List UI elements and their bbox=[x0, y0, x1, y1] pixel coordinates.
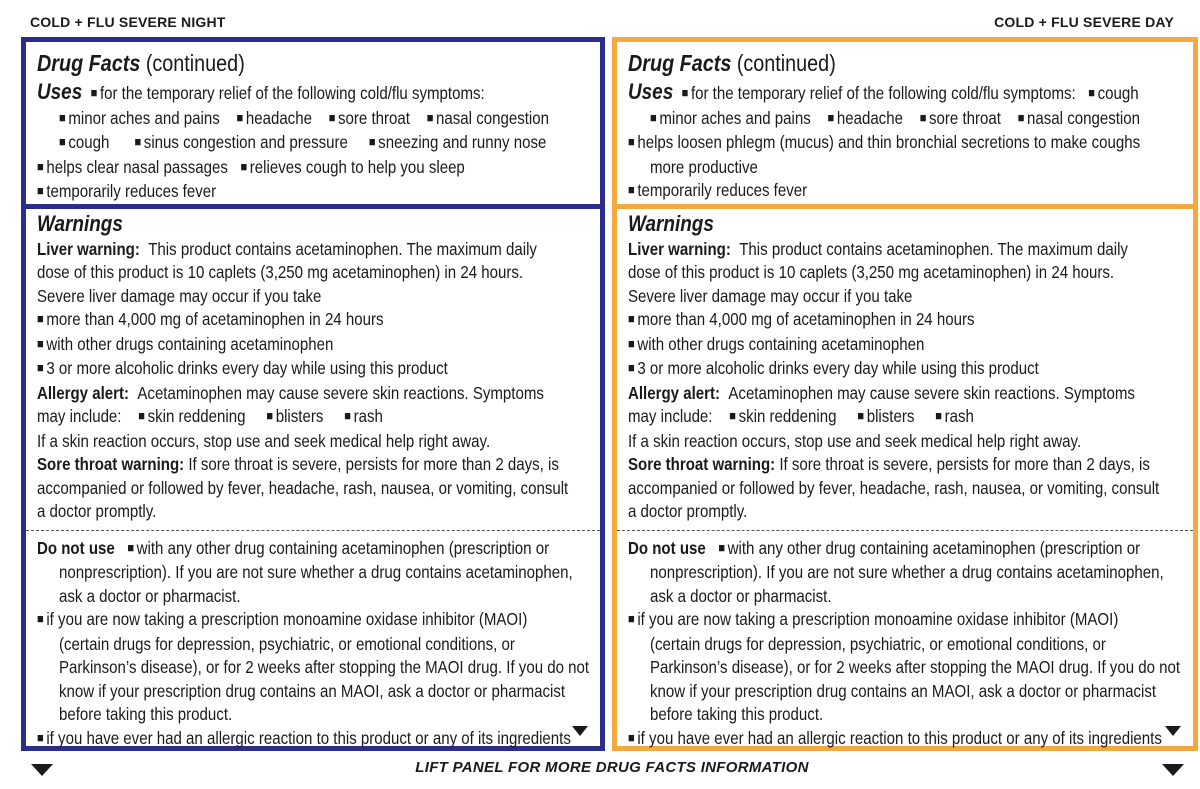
night-uses-intro: for the temporary relief of the following cold/flu symptoms: bbox=[99, 83, 485, 103]
square-bullet-icon: ■ bbox=[127, 539, 135, 555]
day-liver-text: dose of this product is 10 caplets (3,250 mg acetaminophen) in 24 hours. bbox=[628, 262, 1115, 282]
night-liver-bullet: 3 or more alcoholic drinks every day while using this product bbox=[46, 358, 448, 378]
day-use-item: sore throat bbox=[929, 107, 1001, 128]
square-bullet-icon: ■ bbox=[59, 109, 66, 125]
square-bullet-icon: ■ bbox=[344, 408, 352, 423]
day-allergy-item: blisters bbox=[866, 406, 915, 426]
day-drug-facts-panel bbox=[612, 37, 1198, 751]
day-allergy-label: Allergy alert: bbox=[628, 382, 721, 403]
day-use-fever: temporarily reduces fever bbox=[637, 180, 808, 200]
square-bullet-icon: ■ bbox=[628, 311, 635, 326]
night-dnu-text: with any other drug containing acetaminophen (prescription or bbox=[136, 537, 550, 558]
night-dnu-label: Do not use bbox=[37, 537, 115, 558]
square-bullet-icon: ■ bbox=[37, 729, 44, 745]
day-sore-label: Sore throat warning: bbox=[628, 454, 776, 474]
day-use-item: cough bbox=[1097, 83, 1139, 103]
night-title-bold: Drug Facts bbox=[37, 50, 141, 76]
night-use-item: temporarily reduces fever bbox=[46, 181, 217, 201]
night-allergy-item: blisters bbox=[275, 406, 324, 426]
day-uses-heading: Uses bbox=[628, 79, 674, 104]
night-sore-text: a doctor promptly. bbox=[37, 501, 157, 521]
night-dnu-text: ask a doctor or pharmacist. bbox=[59, 585, 241, 606]
square-bullet-icon: ■ bbox=[718, 539, 726, 555]
day-maoi-text: Parkinson’s disease), or for 2 weeks after stopping the MAOI drug. If you do not bbox=[650, 657, 1181, 677]
night-maoi-text: Parkinson’s disease), or for 2 weeks after stopping the MAOI drug. If you do not bbox=[59, 657, 590, 677]
night-use-item: sneezing and runny nose bbox=[378, 132, 547, 152]
night-uses-heading: Uses bbox=[37, 79, 83, 104]
night-maoi-text: know if your prescription drug contains an MAOI, ask a doctor or pharmacist bbox=[59, 680, 566, 701]
night-warnings-heading: Warnings bbox=[37, 211, 123, 236]
night-liver-bullet: more than 4,000 mg of acetaminophen in 24 hours bbox=[46, 309, 384, 329]
night-liver-text: This product contains acetaminophen. The maximum daily bbox=[148, 238, 537, 259]
square-bullet-icon: ■ bbox=[236, 109, 244, 125]
day-allergy-item: skin reddening bbox=[738, 406, 837, 426]
day-maoi-text: before taking this product. bbox=[650, 704, 824, 724]
night-allergy-text: Acetaminophen may cause severe skin reactions. Symptoms bbox=[137, 382, 544, 403]
night-drug-facts-panel bbox=[21, 37, 605, 751]
night-liver-text: dose of this product is 10 caplets (3,250 mg acetaminophen) in 24 hours. bbox=[37, 262, 524, 282]
square-bullet-icon: ■ bbox=[628, 134, 635, 149]
night-use-item: helps clear nasal passages bbox=[46, 156, 228, 177]
day-liver-label: Liver warning: bbox=[628, 238, 731, 259]
night-sore-text: If sore throat is severe, persists for more than 2 days, is bbox=[188, 454, 559, 474]
night-maoi-text: (certain drugs for depression, psychiatric, or emotional conditions, or bbox=[59, 633, 515, 654]
day-dashed-divider bbox=[617, 530, 1193, 531]
square-bullet-icon: ■ bbox=[628, 729, 635, 745]
square-bullet-icon: ■ bbox=[628, 611, 635, 626]
square-bullet-icon: ■ bbox=[628, 360, 635, 375]
night-section-divider bbox=[26, 204, 600, 209]
down-triangle-icon bbox=[1165, 726, 1181, 736]
day-maoi-text: (certain drugs for depression, psychiatric, or emotional conditions, or bbox=[650, 633, 1106, 654]
day-liver-text: Severe liver damage may occur if you take bbox=[628, 285, 913, 306]
square-bullet-icon: ■ bbox=[650, 109, 657, 125]
night-uses-section bbox=[37, 46, 592, 205]
night-liver-bullet: with other drugs containing acetaminophen bbox=[46, 333, 334, 354]
square-bullet-icon: ■ bbox=[37, 335, 44, 351]
night-liver-label: Liver warning: bbox=[37, 238, 140, 259]
night-sore-text: accompanied or followed by fever, headache, rash, nausea, or vomiting, consult bbox=[37, 477, 569, 498]
square-bullet-icon: ■ bbox=[681, 85, 689, 100]
square-bullet-icon: ■ bbox=[37, 311, 44, 326]
square-bullet-icon: ■ bbox=[628, 335, 635, 351]
night-warnings-section bbox=[37, 212, 592, 751]
square-bullet-icon: ■ bbox=[266, 408, 274, 423]
day-liver-bullet: with other drugs containing acetaminophen bbox=[637, 333, 925, 354]
day-uses-section bbox=[628, 46, 1185, 204]
day-liver-text: This product contains acetaminophen. The maximum daily bbox=[739, 238, 1128, 259]
night-allergy-item: skin reddening bbox=[147, 406, 246, 426]
square-bullet-icon: ■ bbox=[426, 109, 434, 125]
day-allergy-text: Acetaminophen may cause severe skin reactions. Symptoms bbox=[728, 382, 1135, 403]
night-maoi-text: if you are now taking a prescription monoamine oxidase inhibitor (MAOI) bbox=[46, 609, 528, 629]
day-allergy-text: may include: bbox=[628, 406, 713, 426]
night-use-item: cough bbox=[68, 132, 110, 152]
night-allergy-text: If a skin reaction occurs, stop use and seek medical help right away. bbox=[37, 430, 491, 451]
square-bullet-icon: ■ bbox=[827, 109, 835, 125]
square-bullet-icon: ■ bbox=[729, 408, 736, 423]
square-bullet-icon: ■ bbox=[37, 611, 44, 626]
day-use-item: nasal congestion bbox=[1027, 107, 1141, 128]
day-use-item: headache bbox=[836, 107, 903, 128]
day-uses-intro: for the temporary relief of the following cold/flu symptoms: bbox=[690, 83, 1076, 103]
day-sore-text: accompanied or followed by fever, headache, rash, nausea, or vomiting, consult bbox=[628, 477, 1160, 498]
night-product-label: COLD + FLU SEVERE NIGHT bbox=[30, 14, 226, 30]
night-allergy-text: may include: bbox=[37, 406, 122, 426]
square-bullet-icon: ■ bbox=[37, 158, 44, 174]
day-maoi-text: if you are now taking a prescription monoamine oxidase inhibitor (MAOI) bbox=[637, 609, 1119, 629]
day-warnings-section bbox=[628, 212, 1185, 751]
square-bullet-icon: ■ bbox=[857, 408, 865, 423]
day-dnu-text: nonprescription). If you are not sure whether a drug contains acetaminophen, bbox=[650, 562, 1164, 582]
square-bullet-icon: ■ bbox=[59, 134, 66, 149]
night-use-item: sinus congestion and pressure bbox=[143, 132, 348, 152]
square-bullet-icon: ■ bbox=[1088, 85, 1096, 100]
day-liver-bullet: 3 or more alcoholic drinks every day while using this product bbox=[637, 358, 1039, 378]
day-sore-text: a doctor promptly. bbox=[628, 501, 748, 521]
square-bullet-icon: ■ bbox=[240, 158, 248, 174]
day-use-item: minor aches and pains bbox=[659, 107, 811, 128]
day-title-rest: (continued) bbox=[731, 50, 836, 76]
day-maoi-text: know if your prescription drug contains an MAOI, ask a doctor or pharmacist bbox=[650, 680, 1157, 701]
square-bullet-icon: ■ bbox=[138, 408, 145, 423]
day-dnu-label: Do not use bbox=[628, 537, 706, 558]
day-warnings-heading: Warnings bbox=[628, 211, 714, 236]
night-maoi-text: before taking this product. bbox=[59, 704, 233, 724]
night-sore-label: Sore throat warning: bbox=[37, 454, 185, 474]
night-allergic-reaction: if you have ever had an allergic reaction to this product or any of its ingredients bbox=[46, 727, 571, 748]
night-dashed-divider bbox=[26, 530, 600, 531]
down-triangle-icon bbox=[1162, 764, 1184, 776]
night-use-item: sore throat bbox=[338, 107, 410, 128]
day-allergy-text: If a skin reaction occurs, stop use and seek medical help right away. bbox=[628, 430, 1082, 451]
night-title-rest: (continued) bbox=[140, 50, 245, 76]
day-allergic-reaction: if you have ever had an allergic reaction to this product or any of its ingredients bbox=[637, 727, 1162, 748]
square-bullet-icon: ■ bbox=[328, 109, 336, 125]
night-use-item: headache bbox=[245, 107, 312, 128]
night-liver-text: Severe liver damage may occur if you take bbox=[37, 285, 322, 306]
day-dnu-text: with any other drug containing acetaminophen (prescription or bbox=[727, 537, 1141, 558]
night-use-item: nasal congestion bbox=[436, 107, 550, 128]
square-bullet-icon: ■ bbox=[1017, 109, 1025, 125]
square-bullet-icon: ■ bbox=[628, 182, 635, 197]
day-title-bold: Drug Facts bbox=[628, 50, 732, 76]
day-dnu-text: ask a doctor or pharmacist. bbox=[650, 585, 832, 606]
square-bullet-icon: ■ bbox=[919, 109, 927, 125]
day-allergy-item: rash bbox=[944, 406, 974, 426]
night-allergy-item: rash bbox=[353, 406, 383, 426]
square-bullet-icon: ■ bbox=[134, 134, 142, 149]
square-bullet-icon: ■ bbox=[368, 134, 376, 149]
day-liver-bullet: more than 4,000 mg of acetaminophen in 24 hours bbox=[637, 309, 975, 329]
day-use-phlegm: helps loosen phlegm (mucus) and thin bronchial secretions to make coughs bbox=[637, 132, 1141, 152]
day-product-label: COLD + FLU SEVERE DAY bbox=[994, 14, 1174, 30]
lift-panel-instruction: LIFT PANEL FOR MORE DRUG FACTS INFORMATION bbox=[415, 759, 809, 776]
square-bullet-icon: ■ bbox=[90, 85, 98, 100]
square-bullet-icon: ■ bbox=[37, 183, 44, 198]
down-triangle-icon bbox=[572, 726, 588, 736]
square-bullet-icon: ■ bbox=[37, 360, 44, 375]
day-section-divider bbox=[617, 204, 1193, 209]
night-use-item: relieves cough to help you sleep bbox=[249, 156, 465, 177]
day-sore-text: If sore throat is severe, persists for more than 2 days, is bbox=[779, 454, 1150, 474]
day-use-phlegm: more productive bbox=[650, 156, 758, 177]
square-bullet-icon: ■ bbox=[935, 408, 943, 423]
night-allergy-label: Allergy alert: bbox=[37, 382, 130, 403]
night-dnu-text: nonprescription). If you are not sure whether a drug contains acetaminophen, bbox=[59, 562, 573, 582]
night-use-item: minor aches and pains bbox=[68, 107, 220, 128]
